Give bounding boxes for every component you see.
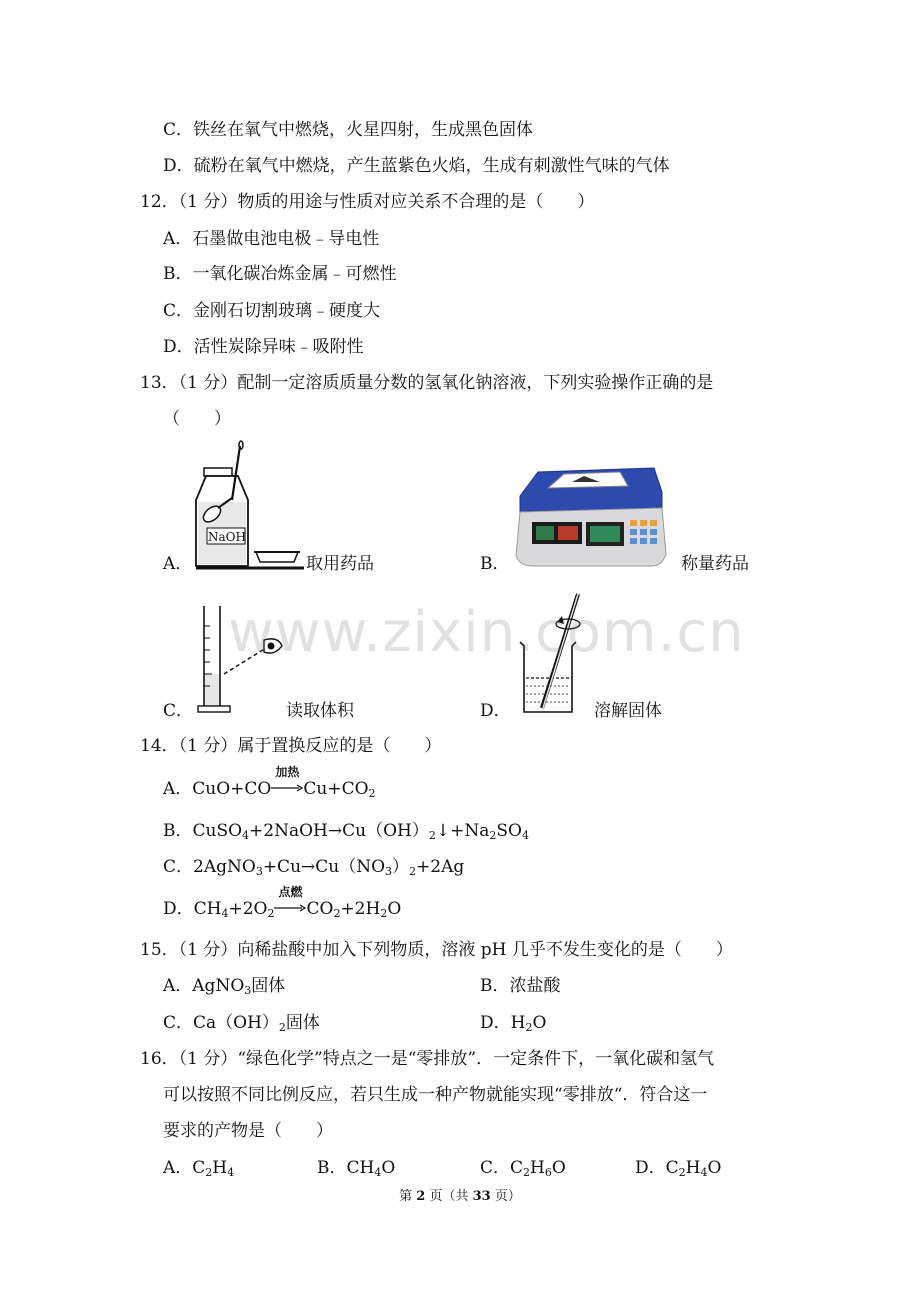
subscript: 2 [333,907,341,920]
q13-stem: 13．（1 分）配制一定溶质质量分数的氢氧化钠溶液，下列实验操作正确的是 [140,373,714,393]
formula-part: +2H [340,899,381,919]
subscript: 2 [205,1166,213,1179]
q16-option-a [163,1157,234,1179]
q16-option-d [635,1157,721,1179]
q11-option-c: C．铁丝在氧气中燃烧，火星四射，生成黑色固体 [163,120,534,140]
subscript: 2 [428,829,436,842]
formula-part: D．C [635,1158,679,1178]
option-letter: C． [163,1013,194,1033]
subscript: 2 [380,907,388,920]
q14-option-b [163,820,529,842]
total-pages: 33 [472,1189,491,1204]
q12-option-b: B．一氧化碳冶炼金属﹣可燃性 [163,264,397,284]
q15-option-d [480,1012,546,1034]
footer-prefix: 第 [399,1189,417,1204]
formula-part: 2AgNO [193,857,256,877]
subscript: 2 [278,1021,286,1034]
subscript: 4 [374,1166,382,1179]
formula-part: +2NaOH→Cu（OH） [249,821,429,841]
formula-part: ） [392,857,410,877]
footer-mid: 页（共 [425,1189,473,1204]
q16-stem-line1: 16．（1 分）“绿色化学”特点之一是“零排放”．一定条件下，一氧化碳和氢气 [140,1049,715,1069]
subscript: 6 [544,1166,552,1179]
watermark: www.zixin.com.cn [228,600,745,665]
option-letter: D． [163,899,194,919]
reaction-arrow [271,765,303,800]
option-letter: C． [163,857,194,877]
subscript: 2 [368,787,376,800]
q11-option-d: D．硫粉在氧气中燃烧，产生蓝紫色火焰，生成有刺激性气味的气体 [163,156,670,176]
subscript: 2 [489,829,497,842]
formula-part: +2Ag [416,857,465,877]
q13-option-a-letter: A． [163,554,193,574]
subscript: 3 [244,984,252,997]
formula-part: ↓+Na [435,821,490,841]
q14-stem: 14．（1 分）属于置换反应的是（ ） [140,736,442,756]
formula-part: A．C [163,1158,206,1178]
footer-suffix: 页） [490,1189,521,1204]
formula-part: O [532,1013,547,1033]
formula-part: O [551,1158,566,1178]
page-footer [0,1188,920,1206]
subscript: 2 [523,1166,531,1179]
formula-part: SO [496,821,522,841]
naoh-label: NaOH [208,530,246,544]
q16-stem-line2: 可以按照不同比例反应，若只生成一种产物就能实现“零排放“．符合这一 [163,1085,708,1105]
subscript: 4 [227,1166,235,1179]
q13-stem-bracket: （ ） [163,409,231,429]
option-letter: A． [163,976,193,996]
q16-option-c [480,1157,566,1179]
q12-option-a: A．石墨做电池电极﹣导电性 [163,229,380,249]
formula-part: CH [193,899,222,919]
formula-part: O [707,1158,722,1178]
subscript: 4 [700,1166,708,1179]
subscript: 4 [221,907,229,920]
formula-part: H [212,1158,228,1178]
q14-option-d [163,885,402,920]
formula-part: CuSO [192,821,243,841]
option-letter: A． [163,779,193,799]
q15-option-b: B．浓盐酸 [480,976,561,996]
q16-option-b [317,1157,395,1179]
q13-option-d-label: 溶解固体 [594,701,662,721]
subscript: 4 [242,829,250,842]
q13-option-b-label: 称量药品 [681,554,749,574]
formula-part: B．CH [317,1158,375,1178]
q14-option-c [163,856,464,878]
q15-option-c [163,1012,320,1034]
subscript: 4 [521,829,529,842]
q13-option-c-label: 读取体积 [286,701,354,721]
subscript: 2 [409,865,417,878]
q12-option-d: D．活性炭除异味﹣吸附性 [163,337,364,357]
q13-option-a-label: 取用药品 [306,554,374,574]
q12-stem: 12．（1 分）物质的用途与性质对应关系不合理的是（ ） [140,192,595,212]
bottle-spoon-figure [192,440,308,572]
formula-part: O [381,1158,396,1178]
subscript: 2 [525,1021,533,1034]
formula-part: CO [306,899,334,919]
reaction-arrow [274,885,306,920]
ignite-condition: 点燃 [278,885,303,899]
formula-part: 固体 [285,1013,320,1033]
q12-option-c: C．金刚石切割玻璃﹣硬度大 [163,301,381,321]
q13-option-d-letter: D． [480,701,511,721]
option-letter: D． [480,1013,511,1033]
q15-stem: 15．（1 分）向稀盐酸中加入下列物质，溶液 pH 几乎不发生变化的是（ ） [140,940,733,960]
formula-part: O [387,899,402,919]
formula-part: +Cu→Cu（NO [262,857,386,877]
formula-part: H [510,1013,526,1033]
subscript: 2 [267,907,275,920]
subscript: 3 [255,865,263,878]
products: Cu+CO [303,779,369,799]
page-number: 2 [416,1189,426,1204]
reactants: CuO+CO [192,779,272,799]
q15-option-a [163,975,285,997]
q16-stem-line3: 要求的产物是（ ） [163,1121,333,1141]
formula-part: H [685,1158,701,1178]
subscript: 2 [678,1166,686,1179]
formula-part: 固体 [251,976,286,996]
formula-part: H [530,1158,545,1178]
q14-option-a [163,765,376,800]
q13-option-c-letter: C． [163,701,194,721]
formula-part: AgNO [192,976,245,996]
formula-part: C．C [480,1158,524,1178]
option-letter: B． [163,821,193,841]
formula-part: +2O [228,899,268,919]
subscript: 3 [385,865,393,878]
electronic-balance-figure [512,462,668,570]
q13-option-b-letter: B． [480,554,510,574]
formula-part: Ca（OH） [193,1013,279,1033]
heat-condition: 加热 [275,765,300,779]
